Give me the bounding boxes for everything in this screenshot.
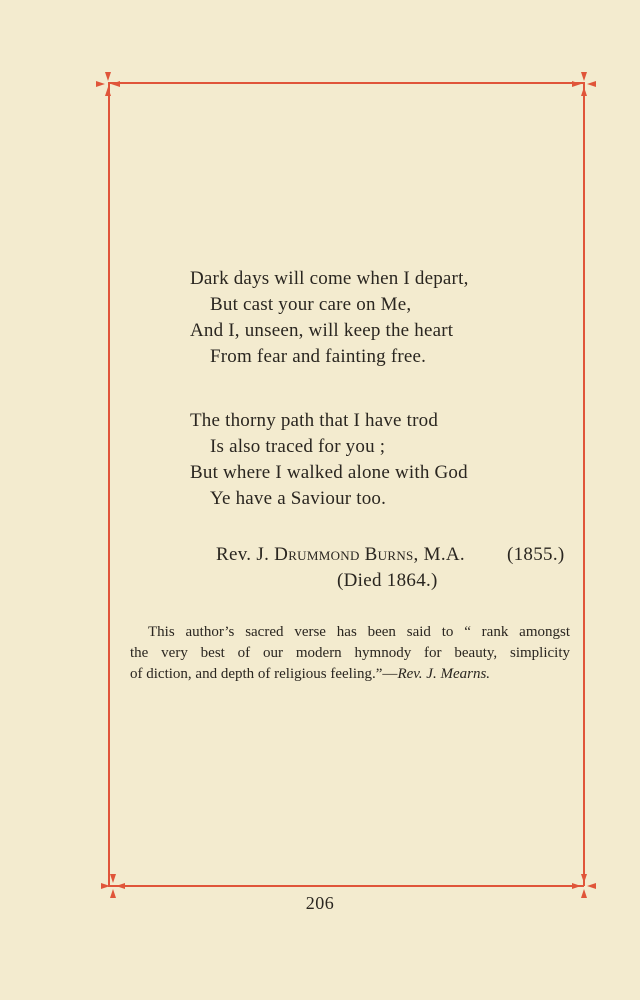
verse-line: Is also traced for you ;	[210, 436, 386, 457]
note-line: This author’s sacred verse has been said to “ rank amongst	[148, 624, 570, 640]
note-line	[130, 664, 570, 685]
verse-line: And I, unseen, will keep the heart	[190, 320, 454, 341]
note-line: the very best of our modern hymnody for beauty, simplicity	[130, 645, 570, 661]
maltese-cross-icon	[96, 72, 120, 96]
author-year: (1855.)	[507, 544, 565, 565]
author-attribution	[216, 544, 465, 566]
verse-line: From fear and fainting free.	[210, 346, 427, 367]
border-bottom	[108, 885, 584, 887]
maltese-cross-icon	[572, 72, 596, 96]
verse-line: But cast your care on Me,	[210, 294, 412, 315]
editorial-note	[130, 622, 570, 685]
author-prefix: Rev. J.	[216, 544, 275, 565]
border-right	[583, 82, 585, 886]
author-death: (Died 1864.)	[337, 570, 438, 591]
stanza-1	[190, 266, 469, 370]
author-suffix: , M.A.	[413, 544, 465, 565]
verse-line: But where I walked alone with God	[190, 462, 468, 483]
verse-line: Ye have a Saviour too.	[210, 488, 387, 509]
author-name: Drummond Burns	[274, 544, 414, 565]
note-source: Rev. J. Mearns.	[397, 666, 491, 682]
stanza-2	[190, 408, 468, 512]
verse-line: The thorny path that I have trod	[190, 410, 439, 431]
verse-line: Dark days will come when I depart,	[190, 268, 469, 289]
note-text: of diction, and depth of religious feeling.”—	[130, 666, 398, 682]
border-left	[108, 82, 110, 886]
page-number: 206	[305, 893, 335, 913]
border-top	[108, 82, 584, 84]
